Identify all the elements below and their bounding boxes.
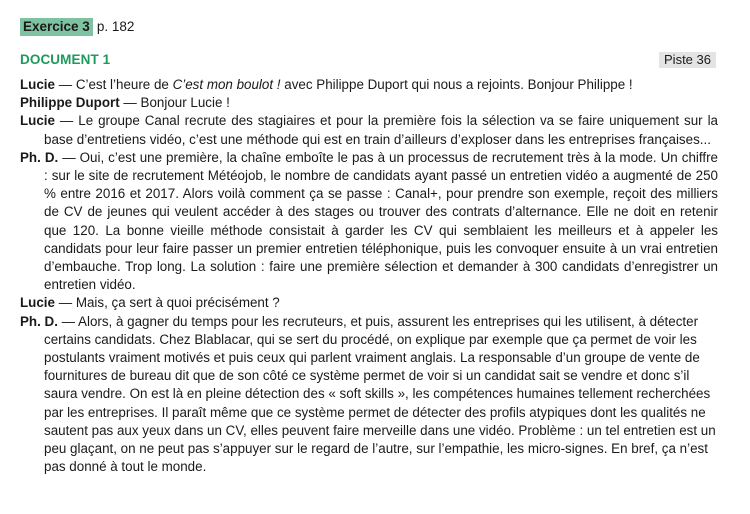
turn-text: Oui, c’est une première, la chaîne emboîte le pas à un processus de recrutement très à la mode. Un chiffre : sur le site de recrutement Météojob, le nombre de candidats ayant passé un entretien vidéo a augmenté de 250 % entre 2016 et 2017. Alors voilà comment ça se passe : Canal+, pour prendre son exemple, reçoit des milliers de CV de jeunes qui veulent accéder à des stages ou trouver des contrats d’alternance. Elle ne doit en retenir que 120. La bonne vieille méthode consistait à garder les CV qui semblaient les meilleurs et à appeler les candidats pour leur faire passer un premier entretien téléphonique, puis les convoquer ensuite à un vrai entretien d’embauche. Trop long. La solution : faire une première sélection et demander à 300 candidats d’enregistrer un entretien vidéo. — [44, 149, 718, 293]
dash-separator: — — [57, 313, 79, 329]
speaker-name: Ph. D. — [20, 313, 58, 329]
turn-text: avec Philippe Duport qui nous a rejoints. Bonjour Philippe ! — [280, 77, 633, 92]
dialogue-turn — [20, 313, 718, 477]
dash-separator: — — [58, 149, 80, 165]
dialogue-turn — [20, 94, 718, 112]
dash-separator: — — [54, 113, 79, 129]
exercise-header — [20, 18, 134, 36]
dialogue-turn — [20, 294, 718, 312]
audio-track-label: Piste 36 — [659, 52, 716, 68]
speaker-name: Ph. D. — [20, 149, 59, 165]
speaker-name: Lucie — [20, 295, 55, 311]
page-reference: p. 182 — [96, 19, 135, 34]
exercise-badge: Exercice 3 — [20, 18, 93, 36]
speaker-name: Philippe Duport — [20, 95, 120, 111]
turn-text: C’est l’heure de — [75, 77, 173, 92]
dash-separator: — — [119, 95, 141, 111]
show-title: C’est mon boulot ! — [172, 77, 281, 92]
turn-text: Le groupe Canal recrute des stagiaires et pour la première fois la sélection va se faire uniquement sur la base d’entretiens vidéo, c’est une méthode qui est en train d’ailleurs d’exploser dans les entreprises françaises... — [44, 113, 718, 147]
dialogue-turn — [20, 112, 718, 148]
transcript — [20, 76, 718, 476]
turn-text: Mais, ça sert à quoi précisément ? — [75, 295, 280, 311]
speaker-name: Lucie — [20, 113, 55, 129]
dash-separator: — — [54, 77, 76, 92]
dialogue-turn — [20, 149, 718, 295]
dialogue-turn — [20, 76, 718, 94]
turn-text: Bonjour Lucie ! — [140, 95, 230, 111]
document-title: DOCUMENT 1 — [20, 52, 111, 67]
speaker-name: Lucie — [20, 77, 55, 92]
dash-separator: — — [54, 295, 76, 311]
turn-text: Alors, à gagner du temps pour les recruteurs, et puis, assurent les entreprises qui les utilisent, à détecter certains candidats. Chez Blablacar, qui se sert du procédé, on explique par exemple que ça permet de voir les postulants vraiment motivés et puis ceux qui parlent vraiment anglais. La responsable d’un groupe de vente de fournitures de bureau dit que de son côté ce système permet de voir si un candidat sait se vendre et donc s’il saura vendre. On est là en pleine détection des « soft skills », les compétences humaines tellement recherchées par les entreprises. Il paraît même que ce système permet de détecter des profils atypiques dont les qualités ne sautent pas aux yeux dans un CV, elles peuvent faire merveille dans une vidéo. Problème : un tel entretien est un peu glaçant, on ne peut pas s’appuyer sur le regard de l’autre, sur l’empathie, les micro-signes. En bref, ça n’est pas donné à tout le monde. — [44, 313, 716, 475]
